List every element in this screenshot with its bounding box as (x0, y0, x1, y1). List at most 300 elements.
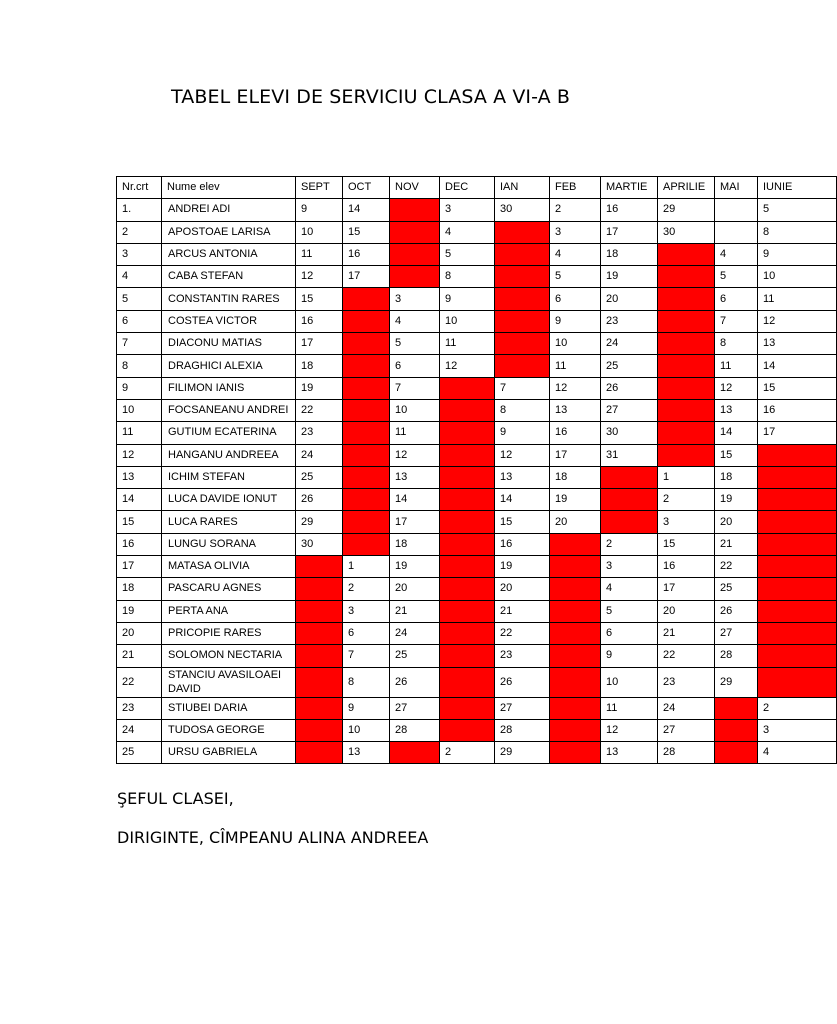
highlighted-cell (296, 742, 343, 764)
student-name-cell: DIACONU MATIAS (162, 333, 296, 355)
table-row (117, 199, 837, 221)
highlighted-cell (440, 645, 495, 667)
highlighted-cell (495, 221, 550, 243)
day-cell: 2 (601, 533, 658, 555)
day-cell: 5 (440, 243, 495, 265)
day-cell: 5 (601, 600, 658, 622)
table-row (117, 511, 837, 533)
row-number-cell: 23 (117, 697, 162, 719)
day-cell: 3 (658, 511, 715, 533)
day-cell: 8 (715, 333, 758, 355)
highlighted-cell (440, 622, 495, 644)
day-cell: 12 (601, 719, 658, 741)
day-cell: 5 (758, 199, 837, 221)
row-number-cell: 16 (117, 533, 162, 555)
header-cell: SEPT (296, 177, 343, 199)
day-cell: 15 (758, 377, 837, 399)
highlighted-cell (758, 556, 837, 578)
highlighted-cell (343, 511, 390, 533)
highlighted-cell (601, 489, 658, 511)
header-cell: MAI (715, 177, 758, 199)
day-cell: 29 (658, 199, 715, 221)
day-cell: 15 (495, 511, 550, 533)
day-cell: 7 (715, 310, 758, 332)
day-cell: 11 (440, 333, 495, 355)
highlighted-cell (758, 578, 837, 600)
student-name-cell: LUCA DAVIDE IONUT (162, 489, 296, 511)
row-number-cell: 19 (117, 600, 162, 622)
highlighted-cell (440, 533, 495, 555)
day-cell: 19 (390, 556, 440, 578)
day-cell (715, 221, 758, 243)
day-cell: 22 (715, 556, 758, 578)
day-cell: 30 (495, 199, 550, 221)
highlighted-cell (658, 377, 715, 399)
day-cell: 19 (601, 266, 658, 288)
highlighted-cell (550, 578, 601, 600)
day-cell: 4 (390, 310, 440, 332)
row-number-cell: 1. (117, 199, 162, 221)
student-name-cell: URSU GABRIELA (162, 742, 296, 764)
highlighted-cell (343, 466, 390, 488)
row-number-cell: 5 (117, 288, 162, 310)
day-cell: 16 (658, 556, 715, 578)
student-name-cell: DRAGHICI ALEXIA (162, 355, 296, 377)
highlighted-cell (440, 697, 495, 719)
table-row (117, 444, 837, 466)
day-cell: 4 (550, 243, 601, 265)
day-cell: 24 (390, 622, 440, 644)
day-cell: 24 (296, 444, 343, 466)
table-row (117, 377, 837, 399)
class-head-label: ŞEFUL CLASEI, (117, 789, 234, 808)
day-cell: 30 (601, 422, 658, 444)
day-cell: 9 (758, 243, 837, 265)
day-cell: 8 (440, 266, 495, 288)
day-cell: 14 (390, 489, 440, 511)
day-cell: 9 (550, 310, 601, 332)
highlighted-cell (343, 288, 390, 310)
day-cell: 17 (658, 578, 715, 600)
day-cell: 21 (715, 533, 758, 555)
day-cell: 17 (601, 221, 658, 243)
highlighted-cell (440, 578, 495, 600)
day-cell: 19 (715, 489, 758, 511)
highlighted-cell (658, 355, 715, 377)
table-row (117, 533, 837, 555)
day-cell: 15 (343, 221, 390, 243)
highlighted-cell (495, 310, 550, 332)
row-number-cell: 3 (117, 243, 162, 265)
student-name-cell: PERTA ANA (162, 600, 296, 622)
day-cell: 4 (758, 742, 837, 764)
highlighted-cell (296, 578, 343, 600)
student-name-cell: FILIMON IANIS (162, 377, 296, 399)
day-cell: 8 (495, 399, 550, 421)
day-cell: 24 (601, 333, 658, 355)
day-cell: 25 (390, 645, 440, 667)
day-cell: 16 (296, 310, 343, 332)
student-name-cell: LUCA RARES (162, 511, 296, 533)
day-cell: 6 (390, 355, 440, 377)
table-row (117, 697, 837, 719)
day-cell: 9 (495, 422, 550, 444)
highlighted-cell (658, 444, 715, 466)
day-cell: 11 (715, 355, 758, 377)
highlighted-cell (296, 622, 343, 644)
day-cell: 11 (390, 422, 440, 444)
day-cell: 29 (296, 511, 343, 533)
row-number-cell: 8 (117, 355, 162, 377)
highlighted-cell (758, 622, 837, 644)
day-cell: 3 (550, 221, 601, 243)
day-cell: 13 (343, 742, 390, 764)
day-cell: 12 (495, 444, 550, 466)
day-cell: 6 (715, 288, 758, 310)
day-cell: 18 (296, 355, 343, 377)
highlighted-cell (390, 243, 440, 265)
highlighted-cell (343, 355, 390, 377)
highlighted-cell (343, 377, 390, 399)
header-cell: NOV (390, 177, 440, 199)
student-name-cell: PRICOPIE RARES (162, 622, 296, 644)
highlighted-cell (440, 511, 495, 533)
day-cell: 16 (550, 422, 601, 444)
highlighted-cell (658, 399, 715, 421)
day-cell: 11 (758, 288, 837, 310)
row-number-cell: 24 (117, 719, 162, 741)
highlighted-cell (758, 667, 837, 697)
day-cell: 11 (550, 355, 601, 377)
day-cell: 6 (601, 622, 658, 644)
highlighted-cell (440, 556, 495, 578)
highlighted-cell (440, 600, 495, 622)
day-cell: 17 (758, 422, 837, 444)
day-cell: 31 (601, 444, 658, 466)
student-name-cell: SOLOMON NECTARIA (162, 645, 296, 667)
header-cell: DEC (440, 177, 495, 199)
highlighted-cell (343, 399, 390, 421)
table-row (117, 243, 837, 265)
header-cell: OCT (343, 177, 390, 199)
day-cell: 16 (758, 399, 837, 421)
day-cell: 9 (440, 288, 495, 310)
day-cell: 26 (715, 600, 758, 622)
highlighted-cell (601, 466, 658, 488)
student-name-cell: HANGANU ANDREEA (162, 444, 296, 466)
highlighted-cell (343, 310, 390, 332)
duty-table (116, 176, 837, 764)
table-row (117, 556, 837, 578)
highlighted-cell (296, 697, 343, 719)
highlighted-cell (440, 444, 495, 466)
day-cell: 27 (390, 697, 440, 719)
class-teacher-label: DIRIGINTE, CÎMPEANU ALINA ANDREEA (117, 828, 429, 847)
table-row (117, 742, 837, 764)
day-cell: 7 (495, 377, 550, 399)
day-cell: 20 (658, 600, 715, 622)
highlighted-cell (758, 466, 837, 488)
highlighted-cell (758, 444, 837, 466)
header-cell: IAN (495, 177, 550, 199)
student-name-cell: ICHIM STEFAN (162, 466, 296, 488)
highlighted-cell (495, 266, 550, 288)
highlighted-cell (440, 489, 495, 511)
student-name-cell: MATASA OLIVIA (162, 556, 296, 578)
highlighted-cell (758, 533, 837, 555)
day-cell: 21 (495, 600, 550, 622)
highlighted-cell (390, 221, 440, 243)
day-cell: 19 (550, 489, 601, 511)
day-cell: 9 (601, 645, 658, 667)
student-name-cell: FOCSANEANU ANDREI (162, 399, 296, 421)
day-cell: 27 (658, 719, 715, 741)
header-row (117, 177, 837, 199)
header-cell: FEB (550, 177, 601, 199)
highlighted-cell (296, 556, 343, 578)
day-cell: 11 (296, 243, 343, 265)
day-cell: 13 (758, 333, 837, 355)
highlighted-cell (658, 333, 715, 355)
table-row (117, 310, 837, 332)
day-cell: 7 (390, 377, 440, 399)
day-cell: 20 (601, 288, 658, 310)
row-number-cell: 17 (117, 556, 162, 578)
highlighted-cell (495, 288, 550, 310)
student-name-cell: STANCIU AVASILOAEI DAVID (162, 667, 296, 697)
day-cell: 12 (715, 377, 758, 399)
day-cell: 14 (343, 199, 390, 221)
day-cell: 4 (440, 221, 495, 243)
header-cell: Nume elev (162, 177, 296, 199)
highlighted-cell (550, 622, 601, 644)
day-cell: 16 (343, 243, 390, 265)
day-cell: 23 (658, 667, 715, 697)
day-cell: 2 (440, 742, 495, 764)
day-cell: 23 (296, 422, 343, 444)
document-title: TABEL ELEVI DE SERVICIU CLASA A VI-A B (171, 86, 571, 108)
highlighted-cell (550, 533, 601, 555)
table-row (117, 333, 837, 355)
day-cell: 4 (715, 243, 758, 265)
highlighted-cell (343, 489, 390, 511)
day-cell: 25 (601, 355, 658, 377)
table-row (117, 221, 837, 243)
day-cell: 15 (658, 533, 715, 555)
day-cell: 18 (601, 243, 658, 265)
highlighted-cell (296, 600, 343, 622)
highlighted-cell (758, 600, 837, 622)
day-cell: 30 (658, 221, 715, 243)
day-cell: 27 (495, 697, 550, 719)
highlighted-cell (758, 645, 837, 667)
day-cell: 18 (715, 466, 758, 488)
day-cell: 2 (550, 199, 601, 221)
highlighted-cell (390, 742, 440, 764)
day-cell: 15 (715, 444, 758, 466)
highlighted-cell (440, 377, 495, 399)
row-number-cell: 13 (117, 466, 162, 488)
highlighted-cell (758, 489, 837, 511)
day-cell: 6 (550, 288, 601, 310)
day-cell: 2 (343, 578, 390, 600)
day-cell: 1 (658, 466, 715, 488)
highlighted-cell (296, 667, 343, 697)
student-name-cell: CABA STEFAN (162, 266, 296, 288)
highlighted-cell (658, 422, 715, 444)
day-cell: 3 (758, 719, 837, 741)
day-cell: 8 (758, 221, 837, 243)
day-cell: 28 (715, 645, 758, 667)
student-name-cell: ANDREI ADI (162, 199, 296, 221)
highlighted-cell (658, 288, 715, 310)
highlighted-cell (343, 333, 390, 355)
day-cell: 5 (550, 266, 601, 288)
table-row (117, 622, 837, 644)
day-cell: 10 (601, 667, 658, 697)
day-cell: 23 (601, 310, 658, 332)
day-cell: 6 (343, 622, 390, 644)
table-row (117, 355, 837, 377)
day-cell: 10 (440, 310, 495, 332)
day-cell: 16 (495, 533, 550, 555)
day-cell: 13 (715, 399, 758, 421)
day-cell: 11 (601, 697, 658, 719)
row-number-cell: 10 (117, 399, 162, 421)
highlighted-cell (658, 310, 715, 332)
header-cell: IUNIE (758, 177, 837, 199)
highlighted-cell (390, 266, 440, 288)
day-cell: 12 (440, 355, 495, 377)
student-name-cell: TUDOSA GEORGE (162, 719, 296, 741)
highlighted-cell (440, 399, 495, 421)
day-cell: 8 (343, 667, 390, 697)
day-cell: 18 (390, 533, 440, 555)
day-cell: 14 (715, 422, 758, 444)
day-cell: 25 (296, 466, 343, 488)
day-cell: 13 (390, 466, 440, 488)
highlighted-cell (550, 667, 601, 697)
day-cell: 21 (658, 622, 715, 644)
day-cell: 15 (296, 288, 343, 310)
row-number-cell: 21 (117, 645, 162, 667)
student-name-cell: GUTIUM ECATERINA (162, 422, 296, 444)
day-cell: 1 (343, 556, 390, 578)
day-cell: 2 (758, 697, 837, 719)
day-cell: 3 (601, 556, 658, 578)
day-cell: 2 (658, 489, 715, 511)
highlighted-cell (550, 600, 601, 622)
table-body (117, 199, 837, 764)
day-cell: 13 (601, 742, 658, 764)
student-name-cell: CONSTANTIN RARES (162, 288, 296, 310)
day-cell: 13 (550, 399, 601, 421)
day-cell: 12 (296, 266, 343, 288)
table-row (117, 489, 837, 511)
highlighted-cell (715, 742, 758, 764)
highlighted-cell (440, 422, 495, 444)
day-cell: 29 (715, 667, 758, 697)
day-cell: 26 (495, 667, 550, 697)
highlighted-cell (550, 556, 601, 578)
highlighted-cell (343, 422, 390, 444)
day-cell: 17 (296, 333, 343, 355)
table-row (117, 600, 837, 622)
row-number-cell: 12 (117, 444, 162, 466)
day-cell: 14 (758, 355, 837, 377)
day-cell: 23 (495, 645, 550, 667)
student-name-cell: APOSTOAE LARISA (162, 221, 296, 243)
student-name-cell: STIUBEI DARIA (162, 697, 296, 719)
day-cell: 20 (390, 578, 440, 600)
row-number-cell: 7 (117, 333, 162, 355)
day-cell: 13 (495, 466, 550, 488)
highlighted-cell (550, 719, 601, 741)
highlighted-cell (495, 355, 550, 377)
day-cell: 24 (658, 697, 715, 719)
student-name-cell: LUNGU SORANA (162, 533, 296, 555)
highlighted-cell (440, 667, 495, 697)
day-cell: 28 (390, 719, 440, 741)
table-row (117, 645, 837, 667)
row-number-cell: 14 (117, 489, 162, 511)
highlighted-cell (715, 719, 758, 741)
student-name-cell: ARCUS ANTONIA (162, 243, 296, 265)
row-number-cell: 9 (117, 377, 162, 399)
day-cell: 21 (390, 600, 440, 622)
day-cell: 22 (658, 645, 715, 667)
day-cell: 10 (758, 266, 837, 288)
day-cell: 10 (296, 221, 343, 243)
day-cell: 9 (343, 697, 390, 719)
day-cell: 12 (550, 377, 601, 399)
day-cell: 20 (715, 511, 758, 533)
day-cell: 16 (601, 199, 658, 221)
day-cell: 17 (390, 511, 440, 533)
highlighted-cell (758, 511, 837, 533)
row-number-cell: 4 (117, 266, 162, 288)
day-cell: 4 (601, 578, 658, 600)
day-cell: 28 (495, 719, 550, 741)
highlighted-cell (715, 697, 758, 719)
student-name-cell: PASCARU AGNES (162, 578, 296, 600)
table-row (117, 266, 837, 288)
table-row (117, 719, 837, 741)
highlighted-cell (550, 645, 601, 667)
table-row (117, 399, 837, 421)
highlighted-cell (601, 511, 658, 533)
day-cell: 12 (390, 444, 440, 466)
table-header (117, 177, 837, 199)
day-cell: 10 (390, 399, 440, 421)
day-cell: 10 (343, 719, 390, 741)
table-row (117, 578, 837, 600)
row-number-cell: 11 (117, 422, 162, 444)
day-cell: 17 (343, 266, 390, 288)
day-cell: 27 (601, 399, 658, 421)
day-cell: 22 (296, 399, 343, 421)
day-cell: 17 (550, 444, 601, 466)
highlighted-cell (658, 243, 715, 265)
header-cell: MARTIE (601, 177, 658, 199)
table-row (117, 466, 837, 488)
day-cell: 19 (495, 556, 550, 578)
day-cell: 5 (715, 266, 758, 288)
day-cell: 27 (715, 622, 758, 644)
day-cell: 30 (296, 533, 343, 555)
table-row (117, 288, 837, 310)
day-cell: 3 (390, 288, 440, 310)
